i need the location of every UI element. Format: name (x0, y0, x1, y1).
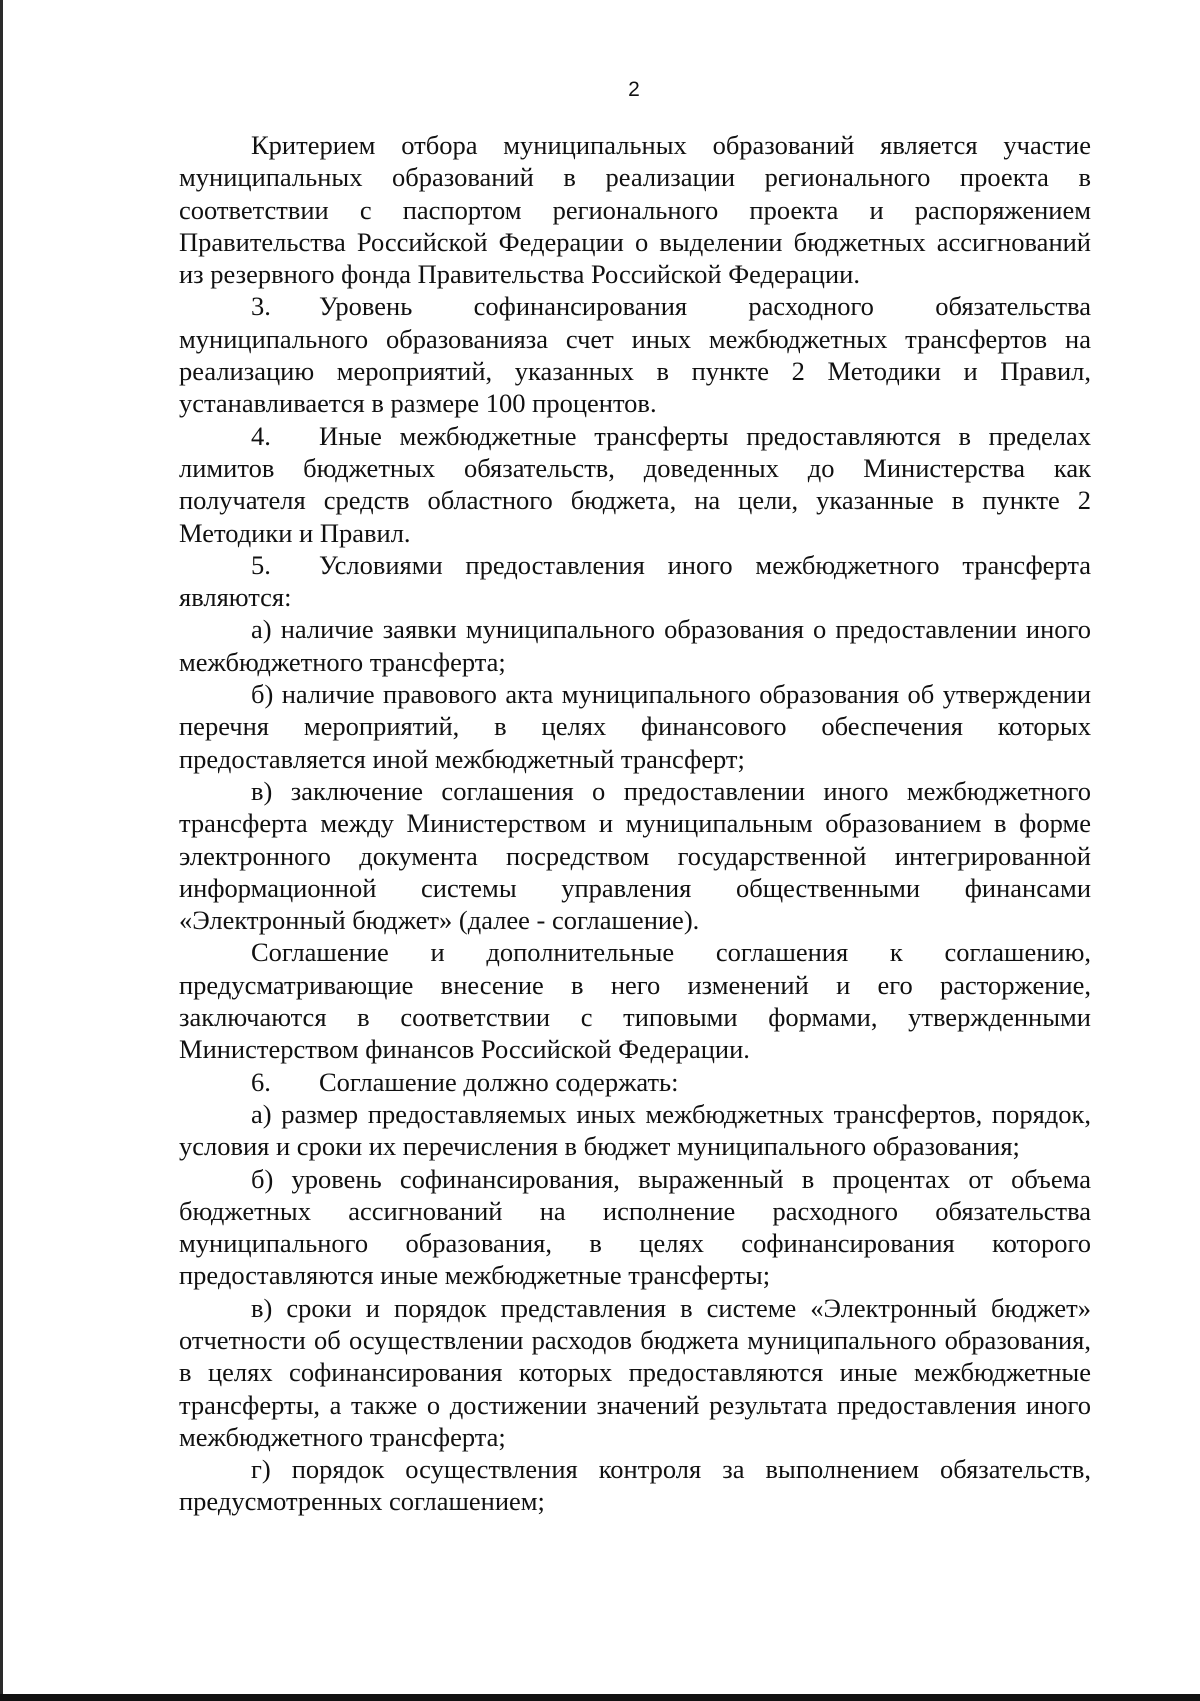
paragraph-text: Критерием отбора муниципальных образований является участие муниципальных образований в реализации регионального проекта в соответствии с паспортом регионального проекта и распоряжением Правительства Российской Федерации о выделении бюджетных ассигнований из резервного фонда Правительства Российской Федерации. (179, 130, 1091, 290)
scan-edge-left (0, 0, 3, 1701)
paragraph-5a (179, 613, 1091, 678)
paragraph-text: Условиями предоставления иного межбюджетного трансферта являются: (179, 549, 1091, 613)
paragraph-number: 3. (251, 291, 271, 322)
paragraph-6b (179, 1163, 1091, 1292)
paragraph-text: г) порядок осуществления контроля за выполнением обязательств, предусмотренных соглашением; (179, 1454, 1091, 1517)
paragraph-agreement-forms (179, 936, 1091, 1065)
scan-edge-bottom (0, 1694, 1200, 1701)
paragraph-selection-criterion (179, 129, 1091, 290)
paragraph-3 (179, 290, 1091, 419)
paragraph-text: Соглашение и дополнительные соглашения к соглашению, предусматривающие внесение в него изменений и его расторжение, заключаются в соответствии с типовыми формами, утвержденными Министерством финансов Российской Федерации. (179, 937, 1091, 1065)
page-number: 2 (628, 78, 640, 101)
paragraph-number: 5. (251, 549, 271, 580)
paragraph-text: в) сроки и порядок представления в системе «Электронный бюджет» отчетности об осуществлении расходов бюджета муниципального образования, в целях софинансирования которых предоставляются иные межбюджетные трансферты, а также о достижении значений результата предоставления иного межбюджетного трансферта; (179, 1292, 1091, 1452)
paragraph-6a (179, 1098, 1091, 1163)
paragraph-6 (179, 1066, 1091, 1098)
paragraph-text: а) наличие заявки муниципального образования о предоставлении иного межбюджетного трансферта; (179, 614, 1091, 677)
paragraph-text: б) уровень софинансирования, выраженный в процентах от объема бюджетных ассигнований на исполнение расходного обязательства муниципального образования, в целях софинансирования которого предоставляются иные межбюджетные трансферты; (179, 1163, 1091, 1291)
paragraph-text: а) размер предоставляемых иных межбюджетных трансфертов, порядок, условия и сроки их перечисления в бюджет муниципального образования; (179, 1098, 1091, 1162)
paragraph-5b (179, 678, 1091, 775)
document-body (179, 129, 1091, 1518)
paragraph-text: Иные межбюджетные трансферты предоставляются в пределах лимитов бюджетных обязательств, доведенных до Министерства как получателя средств областного бюджета, на цели, указанные в пункте 2 Методики и Правил. (179, 420, 1091, 548)
paragraph-text: б) наличие правового акта муниципального образования об утверждении перечня мероприятий, в целях финансового обеспечения которых предоставляется иной межбюджетный трансферт; (179, 679, 1091, 774)
paragraph-5v (179, 775, 1091, 936)
paragraph-5 (179, 549, 1091, 614)
paragraph-text: Уровень софинансирования расходного обязательства муниципального образованияза счет иных межбюджетных трансфертов на реализацию мероприятий, указанных в пункте 2 Методики и Правил, устанавливается в размере 100 процентов. (179, 291, 1091, 419)
paragraph-text: Соглашение должно содержать: (319, 1066, 679, 1097)
paragraph-number: 4. (251, 420, 271, 451)
paragraph-6g (179, 1453, 1091, 1518)
paragraph-number: 6. (251, 1066, 271, 1097)
paragraph-text: в) заключение соглашения о предоставлении иного межбюджетного трансферта между Министерством и муниципальным образованием в форме электронного документа посредством государственной интегрированной информационной системы управления общественными финансами «Электронный бюджет» (далее - соглашение). (179, 775, 1091, 936)
paragraph-6v (179, 1292, 1091, 1453)
paragraph-4 (179, 420, 1091, 549)
